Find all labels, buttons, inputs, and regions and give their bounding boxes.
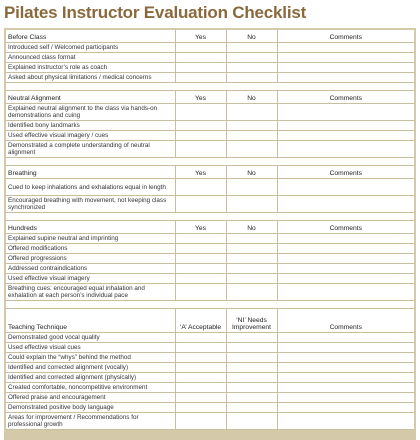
check-cell-b[interactable] bbox=[226, 373, 277, 383]
check-cell-a[interactable] bbox=[175, 179, 226, 196]
check-cell-a[interactable] bbox=[175, 353, 226, 363]
column-header-comments: Comments bbox=[277, 309, 414, 333]
section-header bbox=[6, 91, 414, 104]
item-label: Asked about physical limitations / medical concerns bbox=[6, 73, 175, 83]
comment-cell[interactable] bbox=[277, 53, 414, 63]
item-label: Encouraged breathing with movement, not keeping class synchronized bbox=[6, 196, 175, 213]
section-spacer bbox=[6, 158, 414, 166]
checklist-row bbox=[6, 179, 414, 196]
item-label: Explained supine neutral and imprinting bbox=[6, 234, 175, 244]
comment-cell[interactable] bbox=[277, 254, 414, 264]
section-header bbox=[6, 309, 414, 333]
check-cell-b[interactable] bbox=[226, 274, 277, 284]
item-label: Identified and corrected alignment (vocally) bbox=[6, 363, 175, 373]
check-cell-a[interactable] bbox=[175, 333, 226, 343]
checklist-row bbox=[6, 244, 414, 254]
column-header-no: No bbox=[226, 221, 277, 234]
section-heading: Teaching Technique bbox=[6, 309, 175, 333]
check-cell-a[interactable] bbox=[175, 264, 226, 274]
check-cell-b[interactable] bbox=[226, 179, 277, 196]
checklist-row bbox=[6, 403, 414, 413]
check-cell-b[interactable] bbox=[226, 244, 277, 254]
check-cell-a[interactable] bbox=[175, 121, 226, 131]
check-cell-b[interactable] bbox=[226, 393, 277, 403]
item-label: Used effective visual imagery bbox=[6, 274, 175, 284]
comment-cell[interactable] bbox=[277, 179, 414, 196]
check-cell-a[interactable] bbox=[175, 393, 226, 403]
comment-cell[interactable] bbox=[277, 73, 414, 83]
check-cell-a[interactable] bbox=[175, 196, 226, 213]
section-spacer bbox=[6, 213, 414, 221]
check-cell-b[interactable] bbox=[226, 254, 277, 264]
check-cell-a[interactable] bbox=[175, 373, 226, 383]
checklist-row bbox=[6, 343, 414, 353]
check-cell-a[interactable] bbox=[175, 63, 226, 73]
column-header-yes: Yes bbox=[175, 166, 226, 179]
check-cell-b[interactable] bbox=[226, 343, 277, 353]
checklist-row bbox=[6, 73, 414, 83]
check-cell-a[interactable] bbox=[175, 43, 226, 53]
checklist-row bbox=[6, 196, 414, 213]
check-cell-b[interactable] bbox=[226, 196, 277, 213]
check-cell-b[interactable] bbox=[226, 43, 277, 53]
check-cell-b[interactable] bbox=[226, 363, 277, 373]
column-header-comments: Comments bbox=[277, 166, 414, 179]
comment-cell[interactable] bbox=[277, 104, 414, 121]
comment-cell[interactable] bbox=[277, 383, 414, 393]
item-label: Areas for improvement / Recommendations for professional growth bbox=[6, 413, 175, 430]
checklist-row bbox=[6, 53, 414, 63]
item-label: Cued to keep inhalations and exhalations equal in length bbox=[6, 179, 175, 196]
check-cell-a[interactable] bbox=[175, 363, 226, 373]
item-label: Identified and corrected alignment (physically) bbox=[6, 373, 175, 383]
checklist-row bbox=[6, 104, 414, 121]
column-header-comments: Comments bbox=[277, 30, 414, 43]
comment-cell[interactable] bbox=[277, 413, 414, 430]
checklist-row bbox=[6, 284, 414, 301]
check-cell-b[interactable] bbox=[226, 353, 277, 363]
checklist-row bbox=[6, 63, 414, 73]
check-cell-a[interactable] bbox=[175, 244, 226, 254]
column-header-no: No bbox=[226, 30, 277, 43]
section-header bbox=[6, 166, 414, 179]
check-cell-b[interactable] bbox=[226, 73, 277, 83]
column-header-yes: Yes bbox=[175, 221, 226, 234]
column-header-comments: Comments bbox=[277, 91, 414, 104]
item-label: Introduced self / Welcomed participants bbox=[6, 43, 175, 53]
comment-cell[interactable] bbox=[277, 63, 414, 73]
checklist-row bbox=[6, 353, 414, 363]
comment-cell[interactable] bbox=[277, 131, 414, 141]
check-cell-a[interactable] bbox=[175, 274, 226, 284]
column-header-needs-improvement: ‘NI’ Needs Improvement bbox=[226, 309, 277, 333]
check-cell-b[interactable] bbox=[226, 131, 277, 141]
checklist-row bbox=[6, 383, 414, 393]
comment-cell[interactable] bbox=[277, 333, 414, 343]
checklist-row bbox=[6, 121, 414, 131]
section-header bbox=[6, 221, 414, 234]
comment-cell[interactable] bbox=[277, 196, 414, 213]
checklist-row bbox=[6, 131, 414, 141]
item-label: Demonstrated good vocal quality bbox=[6, 333, 175, 343]
item-label: Created comfortable, noncompetitive environment bbox=[6, 383, 175, 393]
check-cell-a[interactable] bbox=[175, 141, 226, 158]
check-cell-a[interactable] bbox=[175, 254, 226, 264]
item-label: Breathing cues: encouraged equal inhalation and exhalation at each person’s individual pace bbox=[6, 284, 175, 301]
item-label: Offered praise and encouragement bbox=[6, 393, 175, 403]
comment-cell[interactable] bbox=[277, 343, 414, 353]
checklist-sheet bbox=[4, 28, 416, 440]
section-spacer bbox=[6, 301, 414, 309]
checklist-row bbox=[6, 393, 414, 403]
page-title: Pilates Instructor Evaluation Checklist bbox=[4, 3, 307, 22]
section-heading: Breathing bbox=[6, 166, 175, 179]
check-cell-a[interactable] bbox=[175, 343, 226, 353]
item-label: Explained instructor’s role as coach bbox=[6, 63, 175, 73]
column-header-yes: Yes bbox=[175, 30, 226, 43]
check-cell-b[interactable] bbox=[226, 104, 277, 121]
check-cell-b[interactable] bbox=[226, 141, 277, 158]
checklist-table bbox=[6, 30, 414, 430]
check-cell-a[interactable] bbox=[175, 383, 226, 393]
check-cell-b[interactable] bbox=[226, 413, 277, 430]
item-label: Used effective visual imagery / cues bbox=[6, 131, 175, 141]
item-label: Used effective visual cues bbox=[6, 343, 175, 353]
checklist-row bbox=[6, 363, 414, 373]
check-cell-a[interactable] bbox=[175, 284, 226, 301]
check-cell-b[interactable] bbox=[226, 63, 277, 73]
column-header-no: No bbox=[226, 91, 277, 104]
item-label: Addressed contraindications bbox=[6, 264, 175, 274]
section-heading: Hundreds bbox=[6, 221, 175, 234]
check-cell-a[interactable] bbox=[175, 413, 226, 430]
item-label: Could explain the “whys” behind the method bbox=[6, 353, 175, 363]
section-heading: Before Class bbox=[6, 30, 175, 43]
comment-cell[interactable] bbox=[277, 403, 414, 413]
check-cell-a[interactable] bbox=[175, 73, 226, 83]
comment-cell[interactable] bbox=[277, 284, 414, 301]
item-label: Offered modifications bbox=[6, 244, 175, 254]
comment-cell[interactable] bbox=[277, 234, 414, 244]
check-cell-a[interactable] bbox=[175, 403, 226, 413]
section-header bbox=[6, 30, 414, 43]
column-header-yes: Yes bbox=[175, 91, 226, 104]
comment-cell[interactable] bbox=[277, 121, 414, 131]
checklist-row bbox=[6, 254, 414, 264]
check-cell-b[interactable] bbox=[226, 403, 277, 413]
comment-cell[interactable] bbox=[277, 244, 414, 254]
checklist-row bbox=[6, 373, 414, 383]
item-label: Identified bony landmarks bbox=[6, 121, 175, 131]
comment-cell[interactable] bbox=[277, 393, 414, 403]
section-heading: Neutral Alignment bbox=[6, 91, 175, 104]
checklist-row bbox=[6, 141, 414, 158]
item-label: Explained neutral alignment to the class via hands-on demonstrations and cuing bbox=[6, 104, 175, 121]
checklist-row bbox=[6, 234, 414, 244]
checklist-row bbox=[6, 43, 414, 53]
checklist-row bbox=[6, 264, 414, 274]
item-label: Offered progressions bbox=[6, 254, 175, 264]
check-cell-a[interactable] bbox=[175, 104, 226, 121]
section-spacer bbox=[6, 83, 414, 91]
item-label: Demonstrated positive body language bbox=[6, 403, 175, 413]
comment-cell[interactable] bbox=[277, 264, 414, 274]
check-cell-b[interactable] bbox=[226, 383, 277, 393]
item-label: Announced class format bbox=[6, 53, 175, 63]
column-header-acceptable: ‘A’ Acceptable bbox=[175, 309, 226, 333]
checklist-row bbox=[6, 333, 414, 343]
check-cell-b[interactable] bbox=[226, 121, 277, 131]
comment-cell[interactable] bbox=[277, 363, 414, 373]
checklist-row bbox=[6, 413, 414, 430]
check-cell-b[interactable] bbox=[226, 264, 277, 274]
comment-cell[interactable] bbox=[277, 353, 414, 363]
comment-cell[interactable] bbox=[277, 274, 414, 284]
check-cell-a[interactable] bbox=[175, 53, 226, 63]
comment-cell[interactable] bbox=[277, 43, 414, 53]
check-cell-b[interactable] bbox=[226, 284, 277, 301]
check-cell-a[interactable] bbox=[175, 131, 226, 141]
check-cell-b[interactable] bbox=[226, 53, 277, 63]
checklist-row bbox=[6, 274, 414, 284]
item-label: Demonstrated a complete understanding of neutral alignment bbox=[6, 141, 175, 158]
column-header-no: No bbox=[226, 166, 277, 179]
check-cell-a[interactable] bbox=[175, 234, 226, 244]
check-cell-b[interactable] bbox=[226, 333, 277, 343]
comment-cell[interactable] bbox=[277, 141, 414, 158]
comment-cell[interactable] bbox=[277, 373, 414, 383]
check-cell-b[interactable] bbox=[226, 234, 277, 244]
column-header-comments: Comments bbox=[277, 221, 414, 234]
